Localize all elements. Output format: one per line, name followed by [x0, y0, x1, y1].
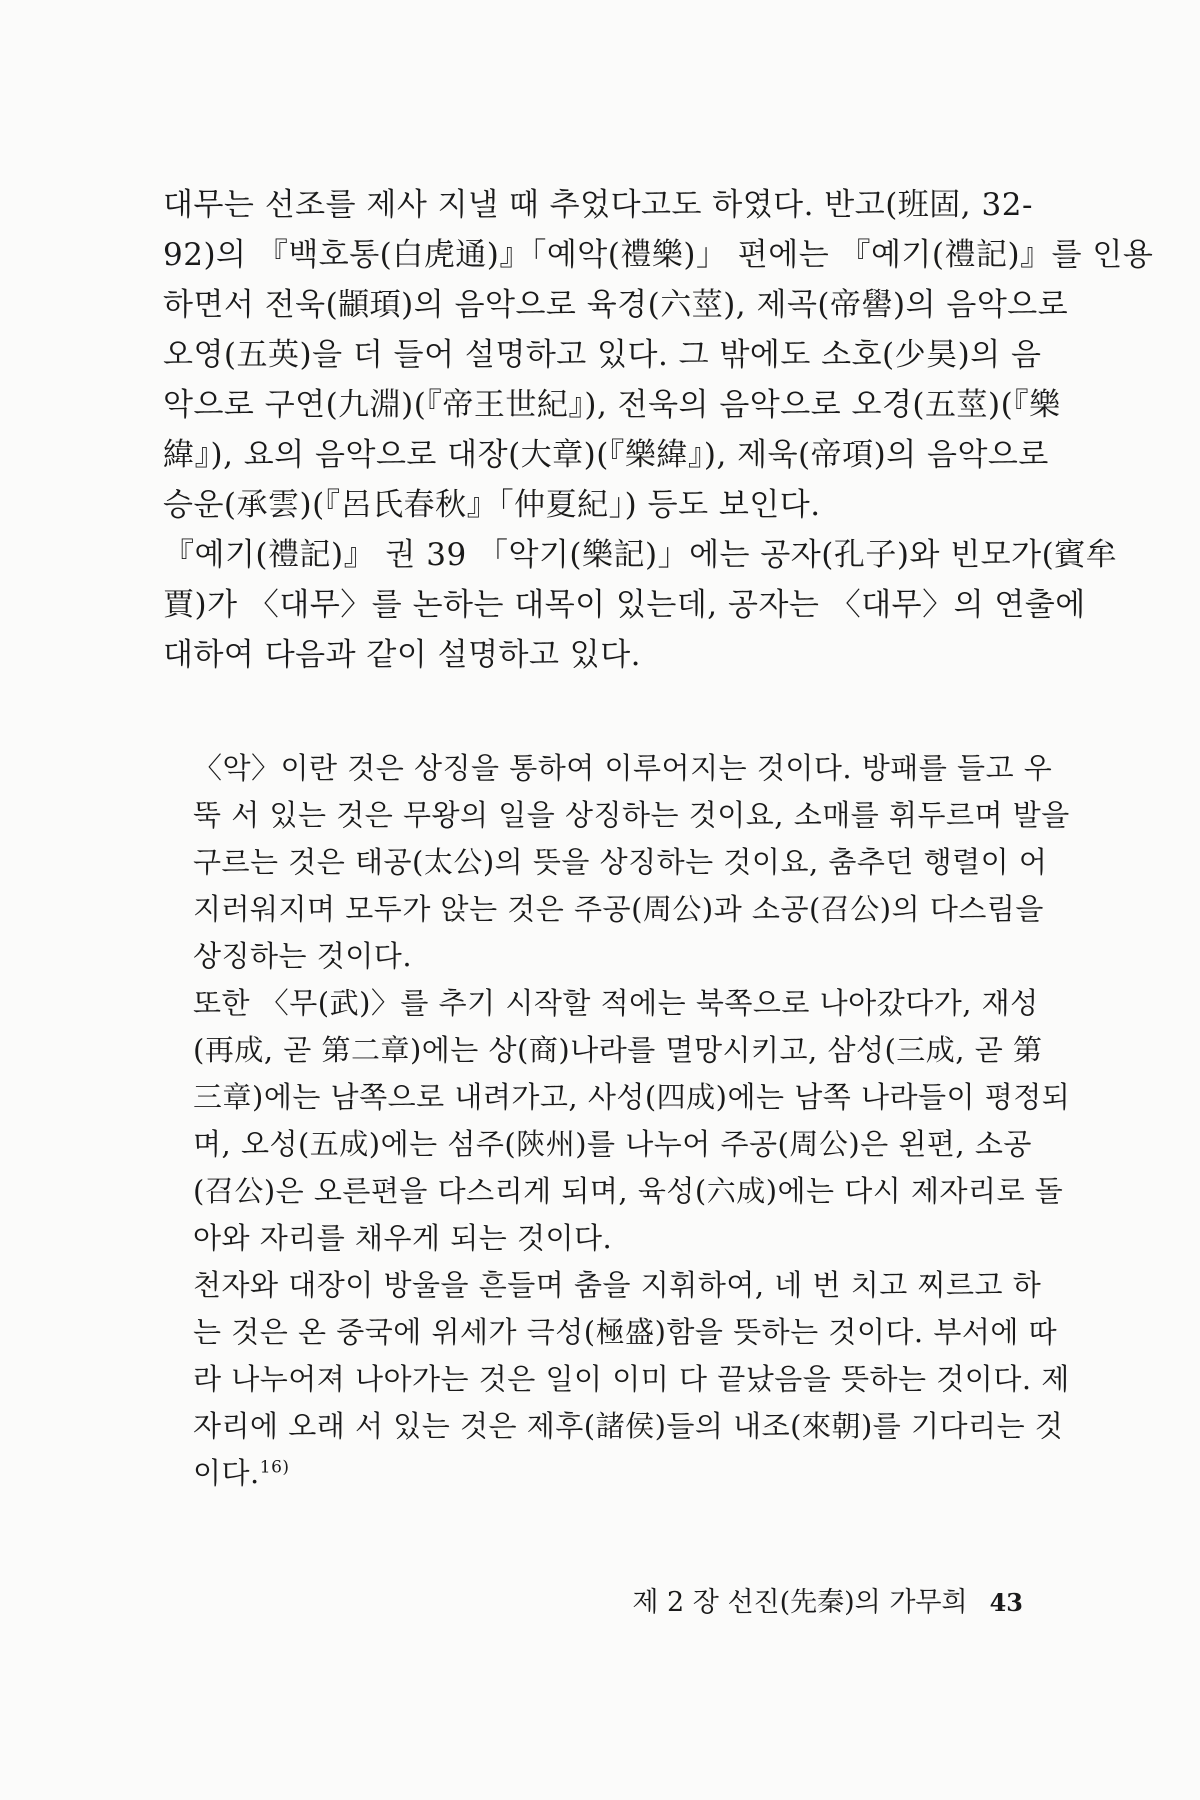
quote-line: 며, 오성(五成)에는 섬주(陝州)를 나누어 주공(周公)은 왼편, 소공: [193, 1127, 1032, 1161]
body-paragraph-2: [163, 530, 1118, 680]
page-number: 43: [989, 1588, 1023, 1617]
quote-line: 구르는 것은 태공(太公)의 뜻을 상징하는 것이요, 춤추던 행렬이 어: [193, 845, 1048, 879]
block-quote: [193, 745, 1071, 1497]
quote-line: 또한 〈무(武)〉를 추기 시작할 적에는 북쪽으로 나아갔다가, 재성: [193, 986, 1039, 1020]
running-footer: [578, 1583, 1023, 1623]
quote-line: 뚝 서 있는 것은 무왕의 일을 상징하는 것이요, 소매를 휘두르며 발을: [193, 798, 1070, 832]
quote-line-text: 이다.: [193, 1456, 260, 1490]
footnote-reference[interactable]: 16): [259, 1457, 290, 1478]
quote-line: 지러워지며 모두가 앉는 것은 주공(周公)과 소공(召公)의 다스림을: [193, 892, 1044, 926]
text-line: 악으로 구연(九淵)(『帝王世紀』), 전욱의 음악으로 오경(五莖)(『樂: [163, 387, 1061, 423]
text-line: 대무는 선조를 제사 지낼 때 추었다고도 하였다. 반고(班固, 32-: [163, 187, 1033, 223]
running-title: 제 2 장 선진(先秦)의 가무희: [632, 1587, 968, 1618]
text-line: 대하여 다음과 같이 설명하고 있다.: [163, 637, 642, 673]
quote-line: (召公)은 오른편을 다스리게 되며, 육성(六成)에는 다시 제자리로 돌: [193, 1174, 1064, 1208]
quote-line: 三章)에는 남쪽으로 내려가고, 사성(四成)에는 남쪽 나라들이 평정되: [193, 1080, 1071, 1114]
quote-line: 〈악〉이란 것은 상징을 통하여 이루어지는 것이다. 방패를 들고 우: [193, 751, 1053, 785]
text-line: 하면서 전욱(顓頊)의 음악으로 육경(六莖), 제곡(帝嚳)의 음악으로: [163, 287, 1069, 323]
text-line: 오영(五英)을 더 들어 설명하고 있다. 그 밖에도 소호(少昊)의 음: [163, 337, 1042, 373]
quote-paragraph-3: [193, 1262, 1070, 1497]
text-line: 92)의 『백호통(白虎通)』「예악(禮樂)」 편에는 『예기(禮記)』를 인용: [163, 237, 1154, 273]
quote-line: (再成, 곧 第二章)에는 상(商)나라를 멸망시키고, 삼성(三成, 곧 第: [193, 1033, 1043, 1067]
quote-line: 는 것은 온 중국에 위세가 극성(極盛)함을 뜻하는 것이다. 부서에 따: [193, 1315, 1058, 1349]
quote-paragraph-2: [193, 980, 1071, 1262]
quote-line: [193, 1450, 1023, 1497]
quote-line: 아와 자리를 채우게 되는 것이다.: [193, 1221, 613, 1255]
body-paragraph-1: [163, 180, 1154, 530]
quote-line: 자리에 오래 서 있는 것은 제후(諸侯)들의 내조(來朝)를 기다리는 것: [193, 1409, 1064, 1443]
quote-line: 천자와 대장이 방울을 흔들며 춤을 지휘하여, 네 번 치고 찌르고 하: [193, 1268, 1042, 1302]
text-line: 賈)가 〈대무〉를 논하는 대목이 있는데, 공자는 〈대무〉의 연출에: [163, 587, 1086, 623]
quote-line: 라 나누어져 나아가는 것은 일이 이미 다 끝났음을 뜻하는 것이다. 제: [193, 1362, 1070, 1396]
quote-line: 상징하는 것이다.: [193, 939, 413, 973]
text-line: 승운(承雲)(『呂氏春秋』「仲夏紀」) 등도 보인다.: [163, 487, 821, 523]
text-line: 緯』), 요의 음악으로 대장(大章)(『樂緯』), 제욱(帝項)의 음악으로: [163, 437, 1049, 473]
text-line: 『예기(禮記)』 권 39 「악기(樂記)」에는 공자(孔子)와 빈모가(賓牟: [163, 537, 1118, 573]
quote-paragraph-1: [193, 745, 1070, 980]
